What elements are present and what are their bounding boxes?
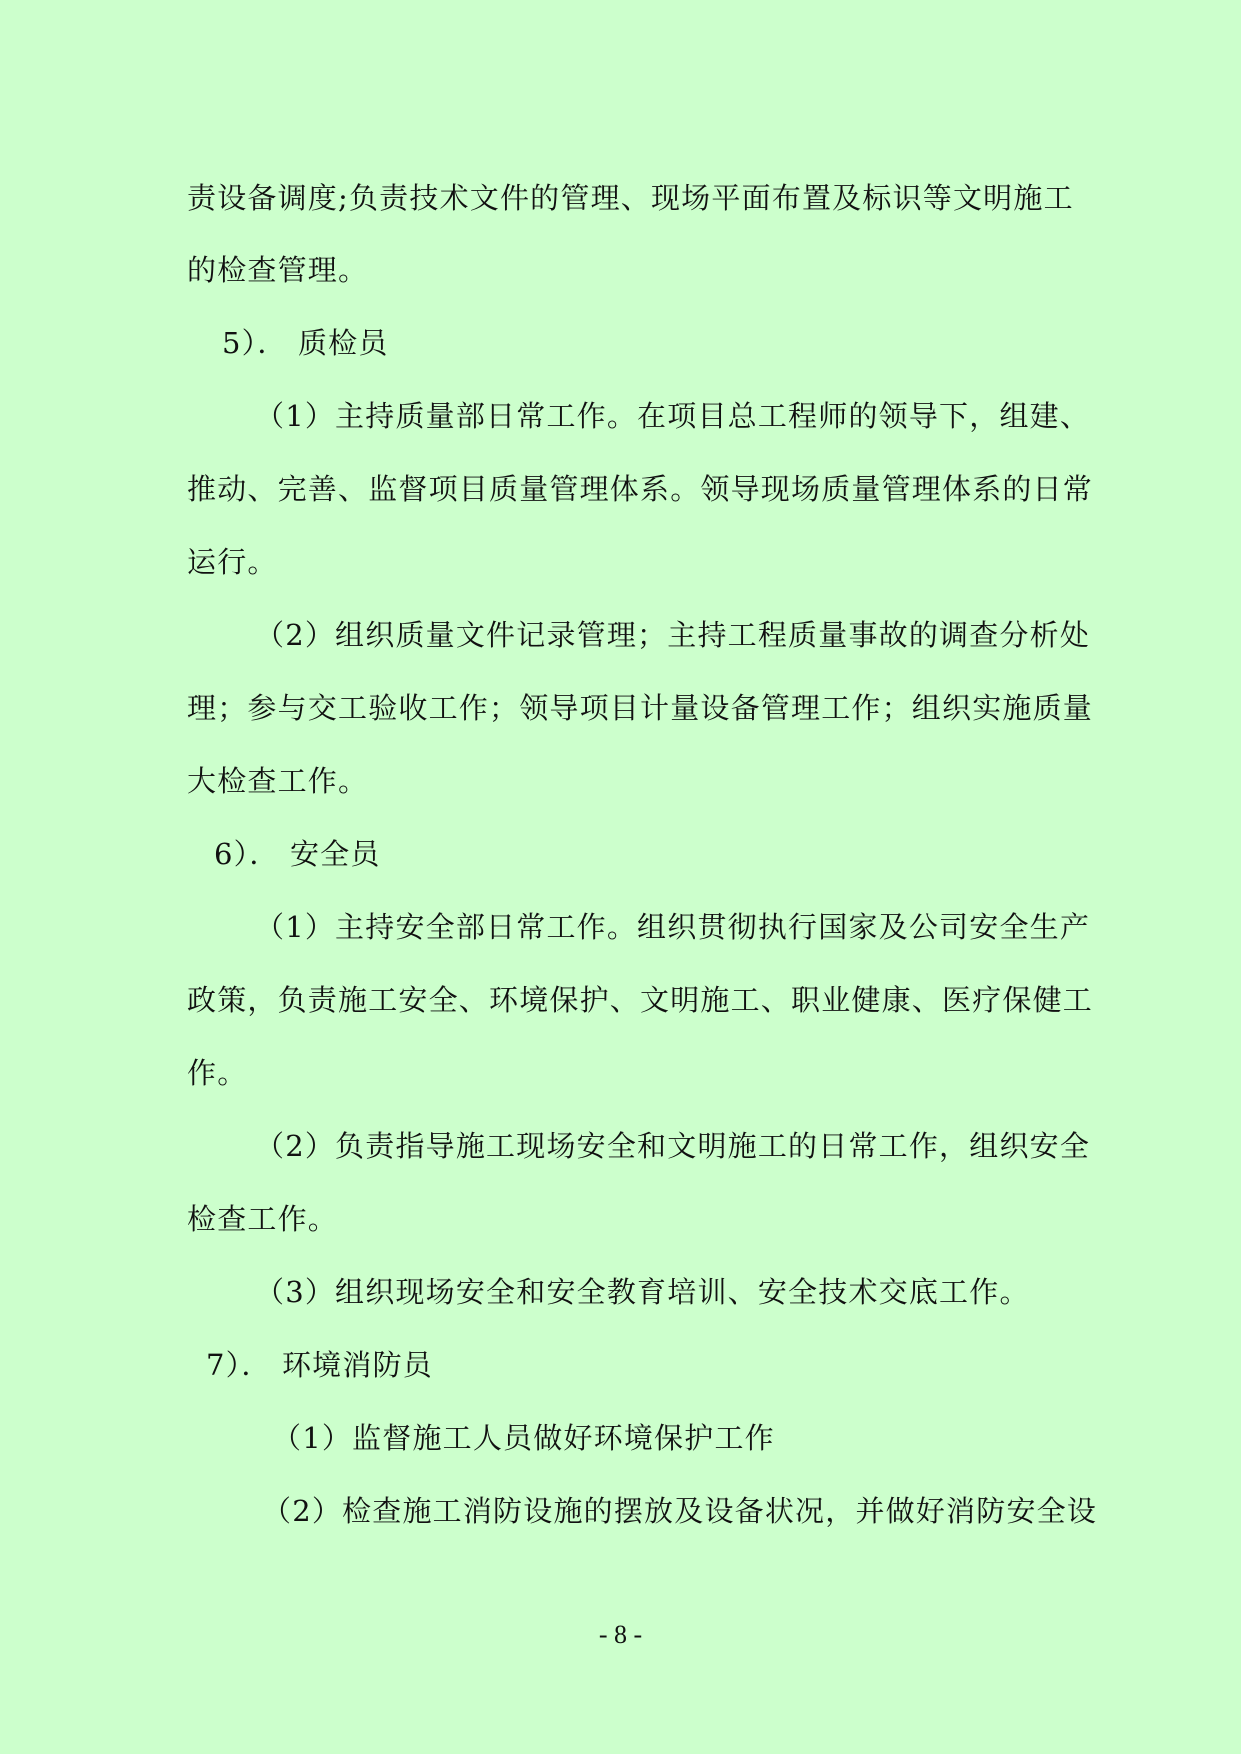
body-text-line: （1）主持安全部日常工作。组织贯彻执行国家及公司安全生产: [255, 910, 1091, 944]
section-heading-environment-fire-officer: 7）． 环境消防员: [206, 1348, 433, 1382]
section-heading-safety-officer: 6）． 安全员: [214, 837, 381, 871]
body-text-line: 运行。: [187, 545, 278, 579]
body-text-line: 推动、完善、监督项目质量管理体系。领导现场质量管理体系的日常: [187, 472, 1094, 506]
section-heading-quality-inspector: 5）． 质检员: [222, 326, 389, 360]
body-text-line: 检查工作。: [187, 1202, 339, 1236]
body-text-line: 作。: [187, 1056, 248, 1090]
body-text-line: 大检查工作。: [187, 764, 369, 798]
body-text-line: （3）组织现场安全和安全教育培训、安全技术交底工作。: [255, 1275, 1030, 1309]
body-text-line: （2）检查施工消防设施的摆放及设备状况，并做好消防安全设: [262, 1494, 1098, 1528]
body-text-line: 理；参与交工验收工作；领导项目计量设备管理工作；组织实施质量: [187, 691, 1094, 725]
body-text-line: （2）负责指导施工现场安全和文明施工的日常工作，组织安全: [255, 1129, 1091, 1163]
page-number: - 8 -: [598, 1620, 643, 1649]
body-text-line: 的检查管理。: [187, 253, 369, 287]
body-text-line: （1）监督施工人员做好环境保护工作: [272, 1421, 775, 1455]
body-text-line: （2）组织质量文件记录管理；主持工程质量事故的调查分析处: [255, 618, 1091, 652]
body-text-line: （1）主持质量部日常工作。在项目总工程师的领导下，组建、: [255, 399, 1091, 433]
body-text-line: 责设备调度;负责技术文件的管理、现场平面布置及标识等文明施工: [187, 181, 1074, 215]
body-text-line: 政策，负责施工安全、环境保护、文明施工、职业健康、医疗保健工: [187, 983, 1094, 1017]
